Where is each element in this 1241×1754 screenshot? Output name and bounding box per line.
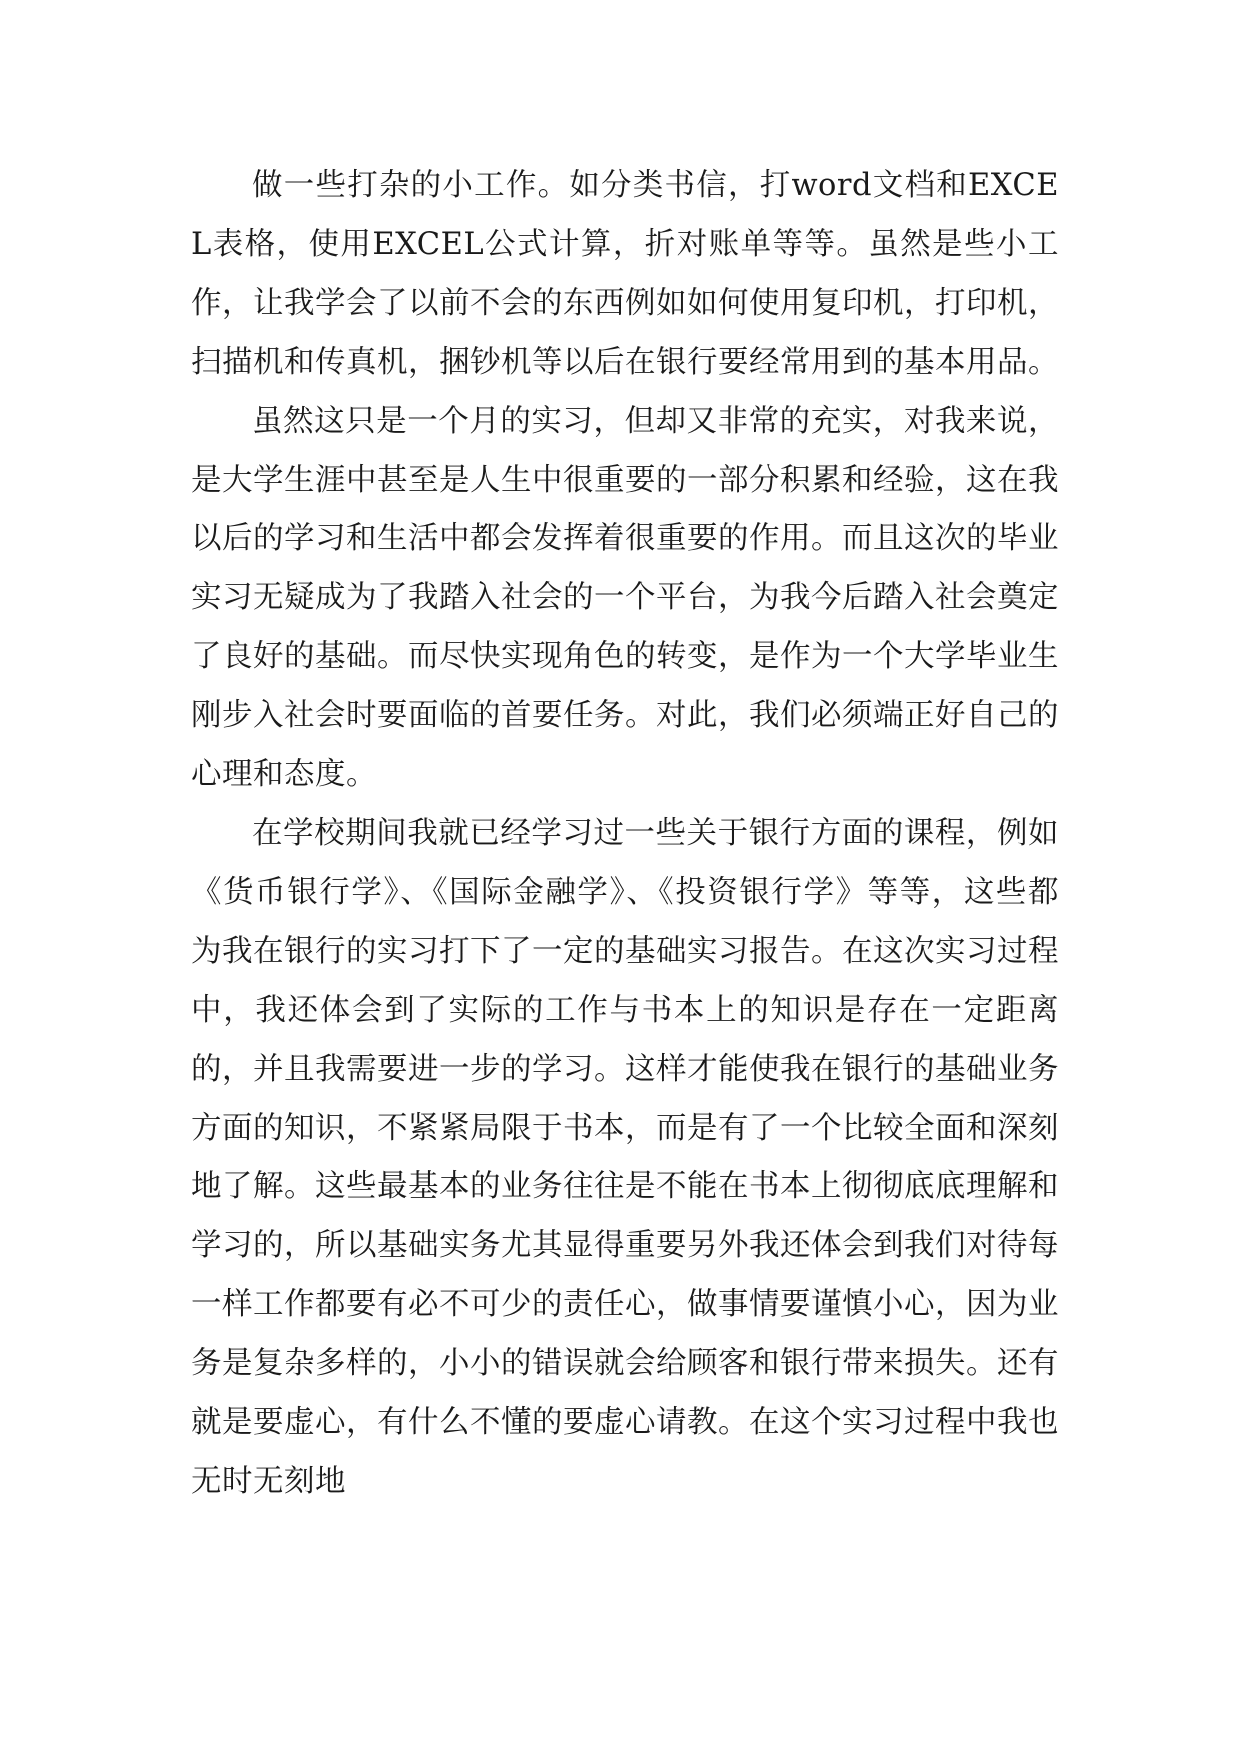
- paragraph: 做一些打杂的小工作。如分类书信，打word文档和EXCEL表格，使用EXCEL公式计算，折对账单等等。虽然是些小工作，让我学会了以前不会的东西例如如何使用复印机，打印机，扫描机和传真机，捆钞机等以后在银行要经常用到的基本用品。: [191, 168, 1059, 380]
- paragraph: 虽然这只是一个月的实习，但却又非常的充实，对我来说，是大学生涯中甚至是人生中很重要的一部分积累和经验，这在我以后的学习和生活中都会发挥着很重要的作用。而且这次的毕业实习无疑成为了我踏入社会的一个平台，为我今后踏入社会奠定了良好的基础。而尽快实现角色的转变，是作为一个大学毕业生刚步入社会时要面临的首要任务。对此，我们必须端正好自己的心理和态度。: [191, 403, 1059, 793]
- paragraph: 在学校期间我就已经学习过一些关于银行方面的课程，例如《货币银行学》、《国际金融学》、《投资银行学》等等，这些都为我在银行的实习打下了一定的基础实习报告。在这次实习过程中，我还体会到了实际的工作与书本上的知识是存在一定距离的，并且我需要进一步的学习。这样才能使我在银行的基础业务方面的知识，不紧紧局限于书本，而是有了一个比较全面和深刻地了解。这些最基本的业务往往是不能在书本上彻彻底底理解和学习的，所以基础实务尤其显得重要另外我还体会到我们对待每一样工作都要有必不可少的责任心，做事情要谨慎小心，因为业务是复杂多样的，小小的错误就会给顾客和银行带来损失。还有就是要虚心，有什么不懂的要虚心请教。在这个实习过程中我也无时无刻地: [191, 815, 1059, 1499]
- body-text: [191, 157, 1059, 1512]
